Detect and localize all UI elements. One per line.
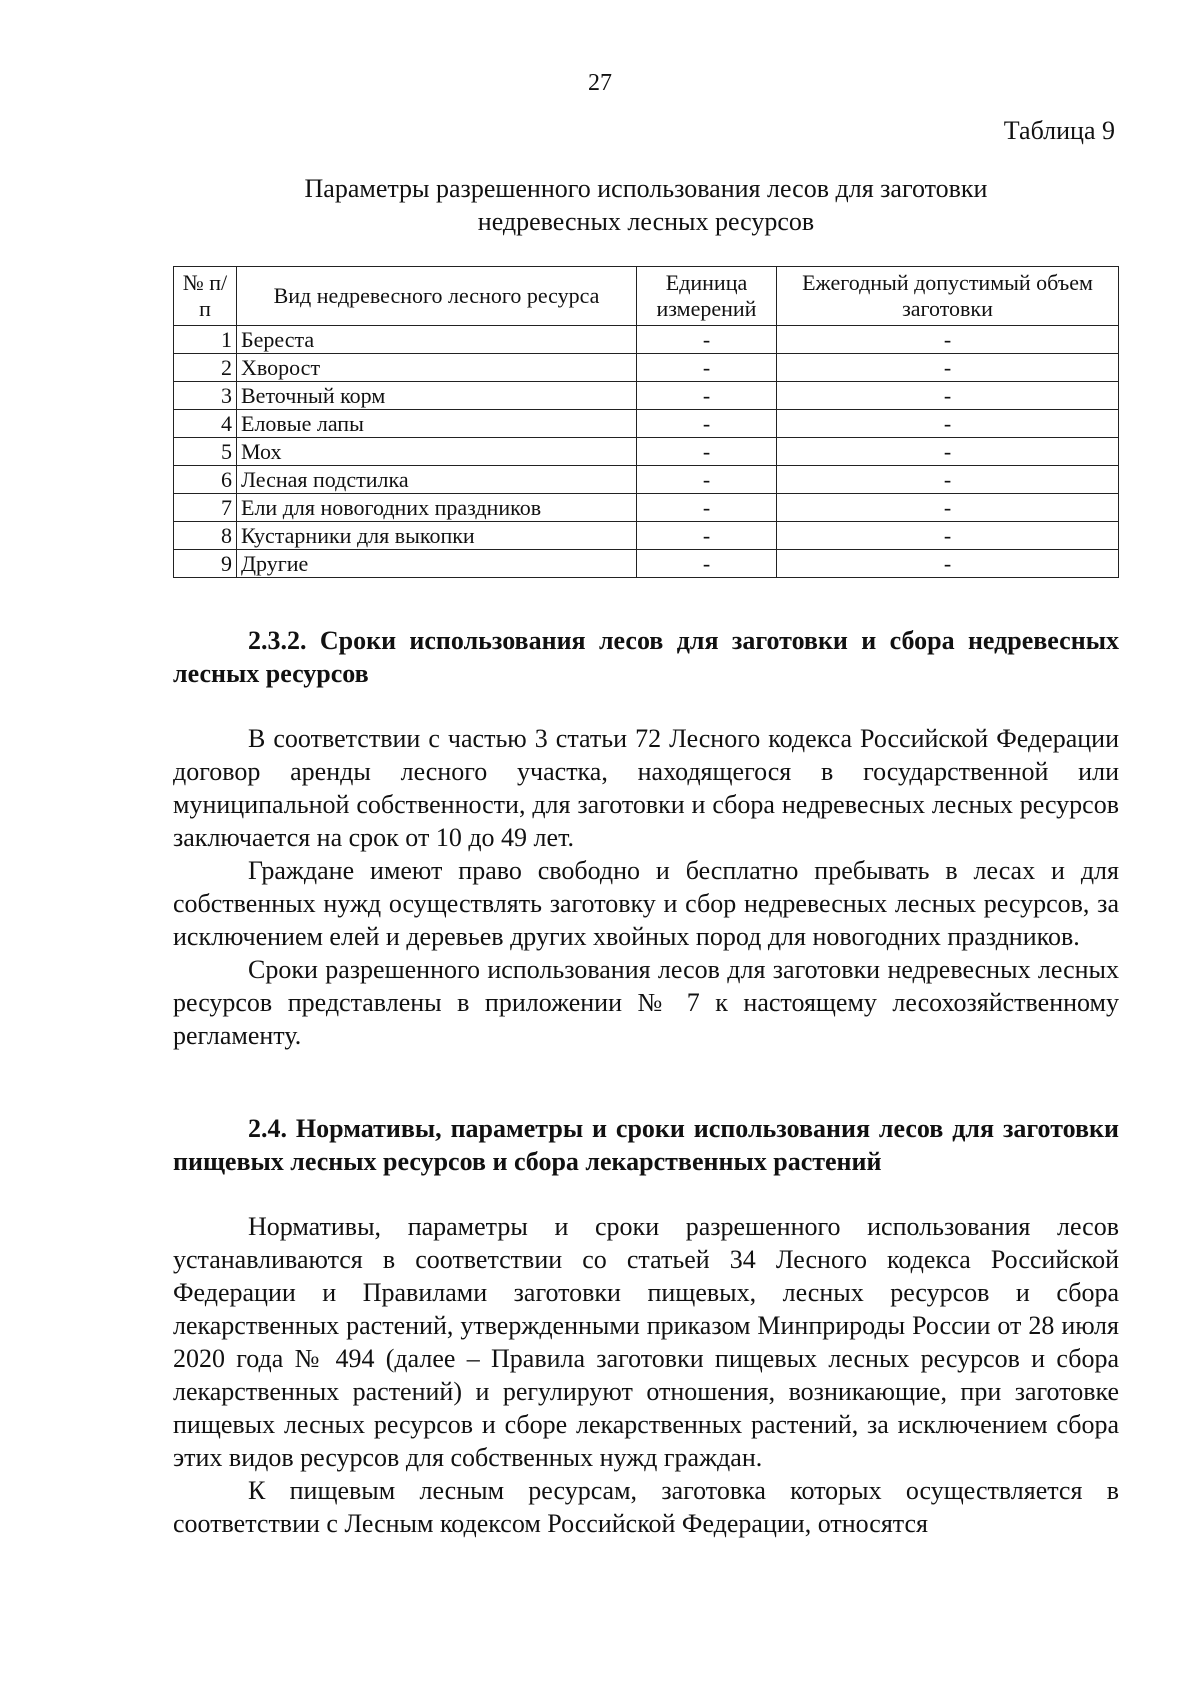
row-number: 9 <box>174 550 237 578</box>
row-unit: - <box>637 410 777 438</box>
row-number: 5 <box>174 438 237 466</box>
row-resource-name: Ели для новогодних праздников <box>237 494 637 522</box>
table-caption-line-1: Параметры разрешенного использования лесов для заготовки <box>304 174 988 203</box>
table-row <box>174 494 1119 522</box>
row-number: 1 <box>174 326 237 354</box>
header-unit: Единица измерений <box>637 267 777 326</box>
row-volume: - <box>777 466 1119 494</box>
table-row <box>174 522 1119 550</box>
row-resource-name: Береста <box>237 326 637 354</box>
section-2-4-heading-block <box>173 1112 1119 1178</box>
row-number: 4 <box>174 410 237 438</box>
row-volume: - <box>777 522 1119 550</box>
table-label: Таблица 9 <box>1003 116 1115 145</box>
section-2-3-2-heading-block <box>173 624 1119 690</box>
paragraph: В соответствии с частью 3 статьи 72 Лесного кодекса Российской Федерации договор аренды лесного участка, находящегося в государственной или муниципальной собственности, для заготовки и сбора недревесных лесных ресурсов заключается на срок от 10 до 49 лет. <box>173 724 1119 852</box>
table-row <box>174 438 1119 466</box>
row-unit: - <box>637 466 777 494</box>
table-caption <box>173 172 1119 238</box>
row-unit: - <box>637 550 777 578</box>
section-2-4-body <box>173 1210 1119 1540</box>
row-number: 6 <box>174 466 237 494</box>
row-number: 8 <box>174 522 237 550</box>
row-volume: - <box>777 494 1119 522</box>
row-volume: - <box>777 354 1119 382</box>
row-number: 2 <box>174 354 237 382</box>
page-number: 27 <box>588 70 612 96</box>
row-unit: - <box>637 354 777 382</box>
row-number: 3 <box>174 382 237 410</box>
row-unit: - <box>637 522 777 550</box>
row-resource-name: Кустарники для выкопки <box>237 522 637 550</box>
non-wood-resources-table <box>173 266 1119 578</box>
paragraph: Граждане имеют право свободно и бесплатно пребывать в лесах и для собственных нужд осуществлять заготовку и сбор недревесных лесных ресурсов, за исключением елей и деревьев других хвойных пород для новогодних праздников. <box>173 856 1119 951</box>
row-unit: - <box>637 382 777 410</box>
section-2-3-2-body <box>173 722 1119 1052</box>
table-row <box>174 382 1119 410</box>
row-resource-name: Хворост <box>237 354 637 382</box>
row-resource-name: Мох <box>237 438 637 466</box>
row-resource-name: Другие <box>237 550 637 578</box>
paragraph: К пищевым лесным ресурсам, заготовка которых осуществляется в соответствии с Лесным кодексом Российской Федерации, относятся <box>173 1476 1119 1538</box>
row-resource-name: Лесная подстилка <box>237 466 637 494</box>
row-resource-name: Веточный корм <box>237 382 637 410</box>
row-volume: - <box>777 382 1119 410</box>
header-annual-volume: Ежегодный допустимый объем заготовки <box>777 267 1119 326</box>
paragraph: Сроки разрешенного использования лесов для заготовки недревесных лесных ресурсов представлены в приложении № 7 к настоящему лесохозяйственному регламенту. <box>173 955 1119 1050</box>
row-volume: - <box>777 326 1119 354</box>
table-caption-line-2: недревесных лесных ресурсов <box>477 207 815 236</box>
row-volume: - <box>777 410 1119 438</box>
row-number: 7 <box>174 494 237 522</box>
row-unit: - <box>637 494 777 522</box>
row-volume: - <box>777 550 1119 578</box>
header-number: № п/п <box>174 267 237 326</box>
header-resource-type: Вид недревесного лесного ресурса <box>237 267 637 326</box>
row-resource-name: Еловые лапы <box>237 410 637 438</box>
row-volume: - <box>777 438 1119 466</box>
table-row <box>174 326 1119 354</box>
table-row <box>174 466 1119 494</box>
table-row <box>174 410 1119 438</box>
row-unit: - <box>637 326 777 354</box>
table-header-row <box>174 267 1119 326</box>
row-unit: - <box>637 438 777 466</box>
table-row <box>174 550 1119 578</box>
section-2-4-heading: 2.4. Нормативы, параметры и сроки использования лесов для заготовки пищевых лесных ресурсов и сбора лекарственных растений <box>173 1114 1119 1176</box>
paragraph: Нормативы, параметры и сроки разрешенного использования лесов устанавливаются в соответствии со статьей 34 Лесного кодекса Российской Федерации и Правилами заготовки пищевых, лесных ресурсов и сбора лекарственных растений, утвержденными приказом Минприроды России от 28 июля 2020 года № 494 (далее – Правила заготовки пищевых лесных ресурсов и сбора лекарственных растений) и регулируют отношения, возникающие, при заготовке пищевых лесных ресурсов и сборе лекарственных растений, за исключением сбора этих видов ресурсов для собственных нужд граждан. <box>173 1212 1119 1472</box>
section-2-3-2-heading: 2.3.2. Сроки использования лесов для заготовки и сбора недревесных лесных ресурсов <box>173 626 1119 688</box>
table-row <box>174 354 1119 382</box>
